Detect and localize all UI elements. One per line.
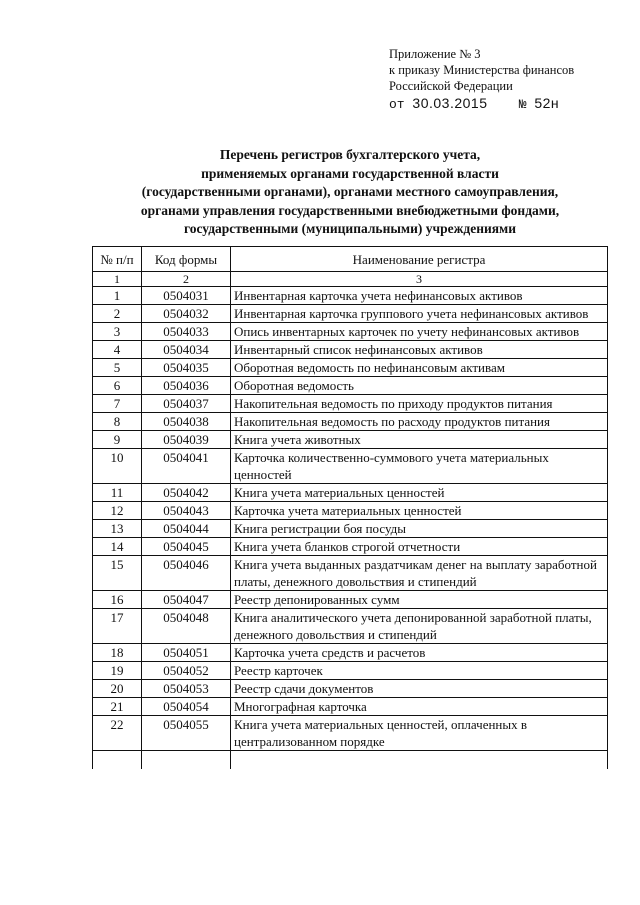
row-name: Накопительная ведомость по приходу продуктов питания [231,395,608,413]
title-line-3: (государственными органами), органами местного самоуправления, [141,184,559,199]
row-code: 0504038 [142,413,231,431]
title-line-4: органами управления государственными внебюджетными фондами, [140,202,560,218]
table-row [93,341,608,359]
row-code: 0504036 [142,377,231,395]
header-name: Наименование регистра [231,247,608,272]
table-row [93,680,608,698]
row-num: 10 [93,449,142,484]
row-num: 2 [93,305,142,323]
row-name: Карточка количественно-суммового учета материальных ценностей [231,449,608,484]
empty-cell [142,751,231,770]
row-code: 0504051 [142,644,231,662]
table-row [93,644,608,662]
row-name: Карточка учета материальных ценностей [231,502,608,520]
row-num: 18 [93,644,142,662]
header-num: № п/п [93,247,142,272]
registers-table [92,246,608,769]
row-name: Книга учета материальных ценностей [231,484,608,502]
row-num: 12 [93,502,142,520]
row-code: 0504043 [142,502,231,520]
row-code: 0504047 [142,591,231,609]
title-line-1: Перечень регистров бухгалтерского учета, [219,147,481,162]
table-row [93,556,608,591]
table-row [93,449,608,484]
table-row [93,520,608,538]
empty-cell [93,751,142,770]
row-num: 8 [93,413,142,431]
row-name: Книга аналитического учета депонированной заработной платы, денежного довольствия и стипендий [231,609,608,644]
row-code: 0504055 [142,716,231,751]
row-code: 0504037 [142,395,231,413]
row-code: 0504034 [142,341,231,359]
row-num: 9 [93,431,142,449]
row-num: 19 [93,662,142,680]
index-cell: 2 [142,272,231,287]
table-row [93,716,608,751]
appendix-line-1: Приложение № 3 [389,47,481,61]
row-code: 0504052 [142,662,231,680]
table-row [93,305,608,323]
row-name: Многографная карточка [231,698,608,716]
row-name: Реестр депонированных сумм [231,591,608,609]
row-name: Книга регистрации боя посуды [231,520,608,538]
row-name: Опись инвентарных карточек по учету нефинансовых активов [231,323,608,341]
title-line-2: применяемых органами государственной власти [201,165,499,181]
index-cell: 1 [93,272,142,287]
table-row [93,484,608,502]
row-code: 0504031 [142,287,231,305]
order-date-line [389,95,629,113]
table-row [93,662,608,680]
row-name: Книга учета материальных ценностей, оплаченных в централизованном порядке [231,716,608,751]
row-code: 0504048 [142,609,231,644]
row-name: Книга учета животных [231,431,608,449]
row-name: Инвентарный список нефинансовых активов [231,341,608,359]
table-row [93,431,608,449]
row-num: 15 [93,556,142,591]
row-name: Оборотная ведомость [231,377,608,395]
order-date: 30.03.2015 [412,95,488,111]
row-code: 0504045 [142,538,231,556]
table-row [93,502,608,520]
table-row [93,538,608,556]
row-name: Реестр сдачи документов [231,680,608,698]
row-code: 0504042 [142,484,231,502]
table-row [93,323,608,341]
appendix-line-2: к приказу Министерства финансов [389,63,575,77]
table-row [93,591,608,609]
row-name: Накопительная ведомость по расходу продуктов питания [231,413,608,431]
appendix-header [389,46,629,113]
date-prefix: от [389,97,405,112]
row-num: 13 [93,520,142,538]
row-num: 7 [93,395,142,413]
row-name: Реестр карточек [231,662,608,680]
row-code: 0504032 [142,305,231,323]
table-row [93,395,608,413]
table-row [93,377,608,395]
header-code: Код формы [142,247,231,272]
table-row [93,413,608,431]
table-row [93,287,608,305]
row-num: 11 [93,484,142,502]
row-num: 22 [93,716,142,751]
row-num: 17 [93,609,142,644]
column-index-row [93,272,608,287]
row-num: 3 [93,323,142,341]
appendix-line-3: Российской Федерации [389,79,513,93]
row-num: 5 [93,359,142,377]
document-title [100,146,600,239]
row-code: 0504041 [142,449,231,484]
row-num: 4 [93,341,142,359]
row-num: 14 [93,538,142,556]
row-name: Книга учета бланков строгой отчетности [231,538,608,556]
row-code: 0504035 [142,359,231,377]
table-continuation-row [93,751,608,770]
table-header-row [93,247,608,272]
row-name: Карточка учета средств и расчетов [231,644,608,662]
title-line-5: государственными (муниципальными) учреждениями [183,221,517,236]
number-prefix: № [518,97,527,112]
table-row [93,359,608,377]
row-num: 21 [93,698,142,716]
row-num: 20 [93,680,142,698]
row-name: Инвентарная карточка группового учета нефинансовых активов [231,305,608,323]
row-code: 0504054 [142,698,231,716]
index-cell: 3 [231,272,608,287]
table-row [93,609,608,644]
row-code: 0504039 [142,431,231,449]
empty-cell [231,751,608,770]
row-num: 16 [93,591,142,609]
table-row [93,698,608,716]
row-num: 6 [93,377,142,395]
row-code: 0504033 [142,323,231,341]
row-code: 0504046 [142,556,231,591]
row-name: Инвентарная карточка учета нефинансовых активов [231,287,608,305]
row-num: 1 [93,287,142,305]
row-code: 0504053 [142,680,231,698]
row-name: Оборотная ведомость по нефинансовым активам [231,359,608,377]
row-code: 0504044 [142,520,231,538]
row-name: Книга учета выданных раздатчикам денег на выплату заработной платы, денежного довольствия и стипендий [231,556,608,591]
order-number: 52н [534,95,560,111]
